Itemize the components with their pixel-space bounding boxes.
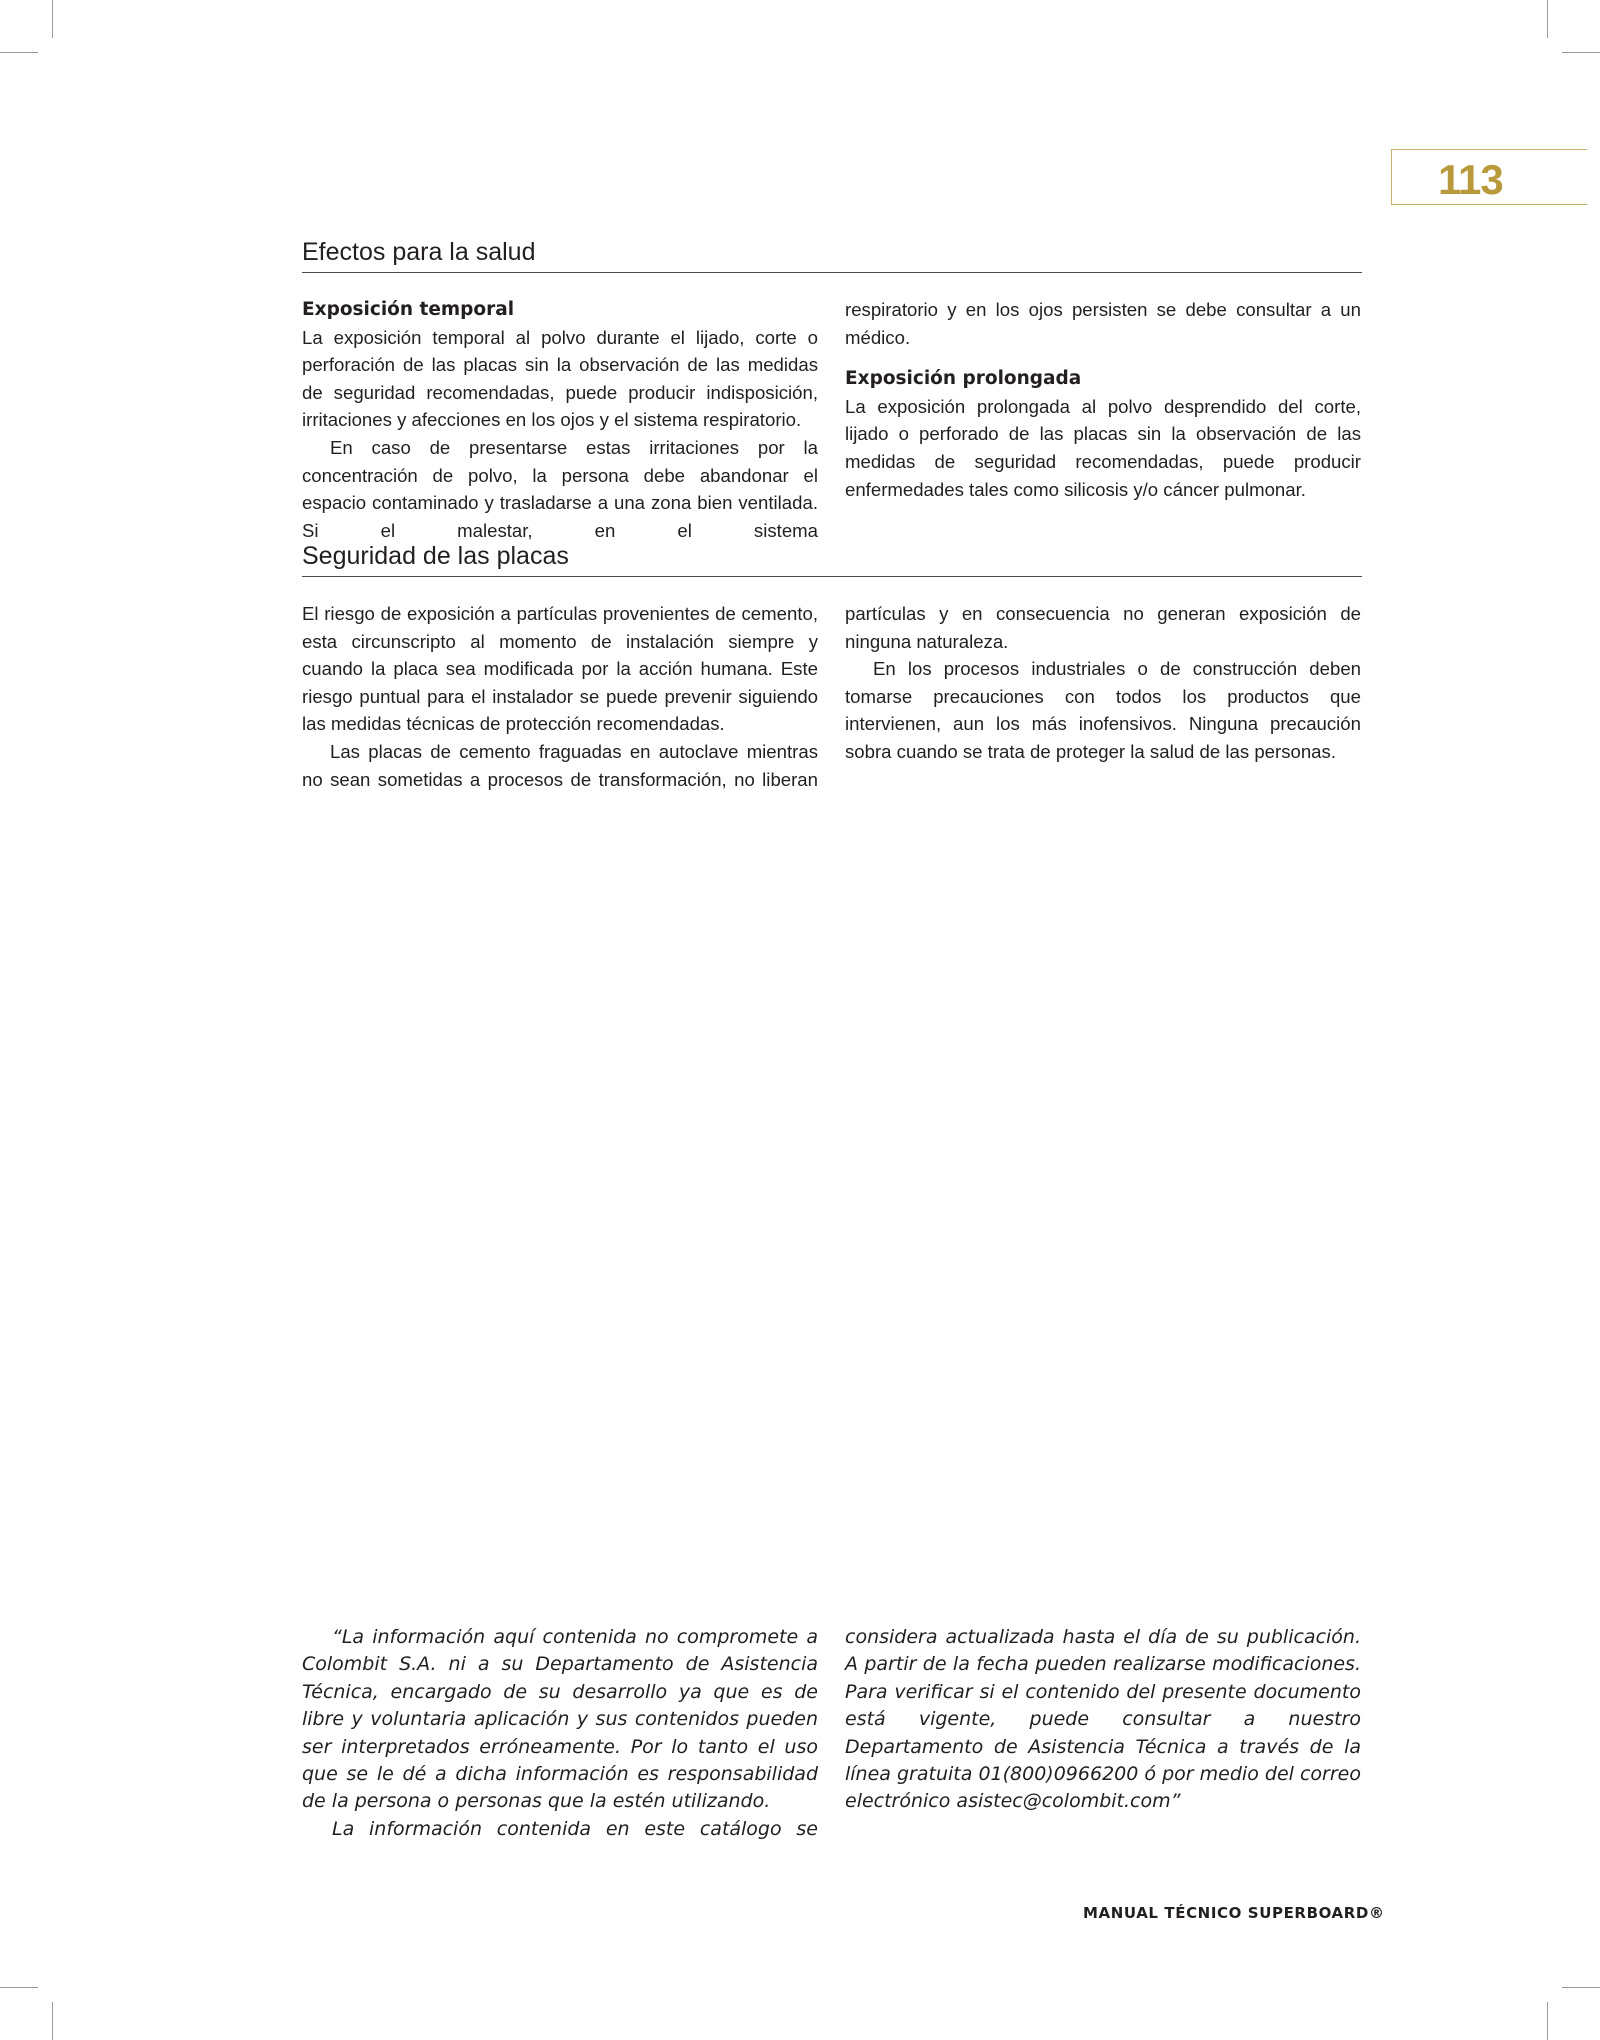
section-title-seguridad: Seguridad de las placas — [302, 542, 569, 570]
crop-mark — [1547, 2002, 1548, 2040]
section-rule — [302, 576, 1362, 577]
paragraph: Las placas de cemento fraguadas en autoclave mientras no sean sometidas a procesos de transformación, no liberan — [302, 740, 818, 790]
section2-right-column — [845, 600, 1361, 766]
section2-left-column — [302, 600, 818, 793]
crop-mark — [1562, 52, 1600, 53]
paragraph-continuation: respiratorio y en los ojos persisten se debe consultar a un médico. — [845, 299, 1361, 348]
paragraph-continuation: partículas y en consecuencia no generan exposición de ninguna naturaleza. — [845, 603, 1361, 652]
crop-mark — [52, 2002, 53, 2040]
section1-left-column — [302, 296, 818, 544]
section-title-efectos: Efectos para la salud — [302, 238, 536, 266]
subheading-exposicion-temporal: Exposición temporal — [302, 299, 515, 320]
footer-title: MANUAL TÉCNICO SUPERBOARD® — [1083, 1904, 1385, 1922]
paragraph: El riesgo de exposición a partículas provenientes de cemento, esta circunscripto al momento de instalación siempre y cuando la placa sea modificada por la acción humana. Este riesgo puntual para el instalador se puede prevenir siguiendo las medidas técnicas de protección recomendadas. — [302, 603, 818, 735]
disclaimer-left-column — [302, 1624, 818, 1843]
disclaimer-paragraph: considera actualizada hasta el día de su publicación. A partir de la fecha pueden realizarse modificaciones. Para verificar si el contenido del presente documento está vigente, puede consultar a nuestro Departamento de Asistencia Técnica a través de la línea gratuita 01(800)0966200 ó por medio del correo electrónico asistec@colombit.com” — [845, 1626, 1361, 1813]
crop-mark — [1562, 1987, 1600, 1988]
paragraph: La exposición temporal al polvo durante el lijado, corte o perforación de las placas sin la observación de las medidas de seguridad recomendadas, puede producir indisposición, irritaciones y afecciones en los ojos y el sistema respiratorio. — [302, 326, 818, 431]
page-number: 113 — [1438, 156, 1503, 203]
crop-mark — [0, 52, 38, 53]
disclaimer-paragraph: “La información aquí contenida no compromete a Colombit S.A. ni a su Departamento de Asistencia Técnica, encargado de su desarrollo ya que es de libre y voluntaria aplicación y sus contenidos pueden ser interpretados erróneamente. Por lo tanto el uso que se le dé a dicha información es responsabilidad de la persona o personas que la estén utilizando. — [302, 1626, 818, 1813]
crop-mark — [1547, 0, 1548, 38]
crop-mark — [52, 0, 53, 38]
disclaimer-right-column — [845, 1624, 1361, 1816]
paragraph: En los procesos industriales o de construcción deben tomarse precauciones con todos los productos que intervienen, aun los más inofensivos. Ninguna precaución sobra cuando se trata de proteger la salud de las personas. — [845, 658, 1361, 762]
subheading-exposicion-prolongada: Exposición prolongada — [845, 368, 1082, 390]
paragraph: En caso de presentarse estas irritaciones por la concentración de polvo, la persona debe abandonar el espacio contaminado y trasladarse a una zona bien ventilada. Si el malestar, en el sistema — [302, 436, 818, 541]
disclaimer-paragraph: La información contenida en este catálogo se — [332, 1817, 818, 1840]
crop-mark — [0, 1987, 38, 1988]
paragraph: La exposición prolongada al polvo desprendido del corte, lijado o perforado de las placas sin la observación de las medidas de seguridad recomendadas, puede producir enfermedades tales como silicosis y/o cáncer pulmonar. — [845, 395, 1361, 500]
section1-right-column — [845, 296, 1361, 503]
section-rule — [302, 272, 1362, 273]
